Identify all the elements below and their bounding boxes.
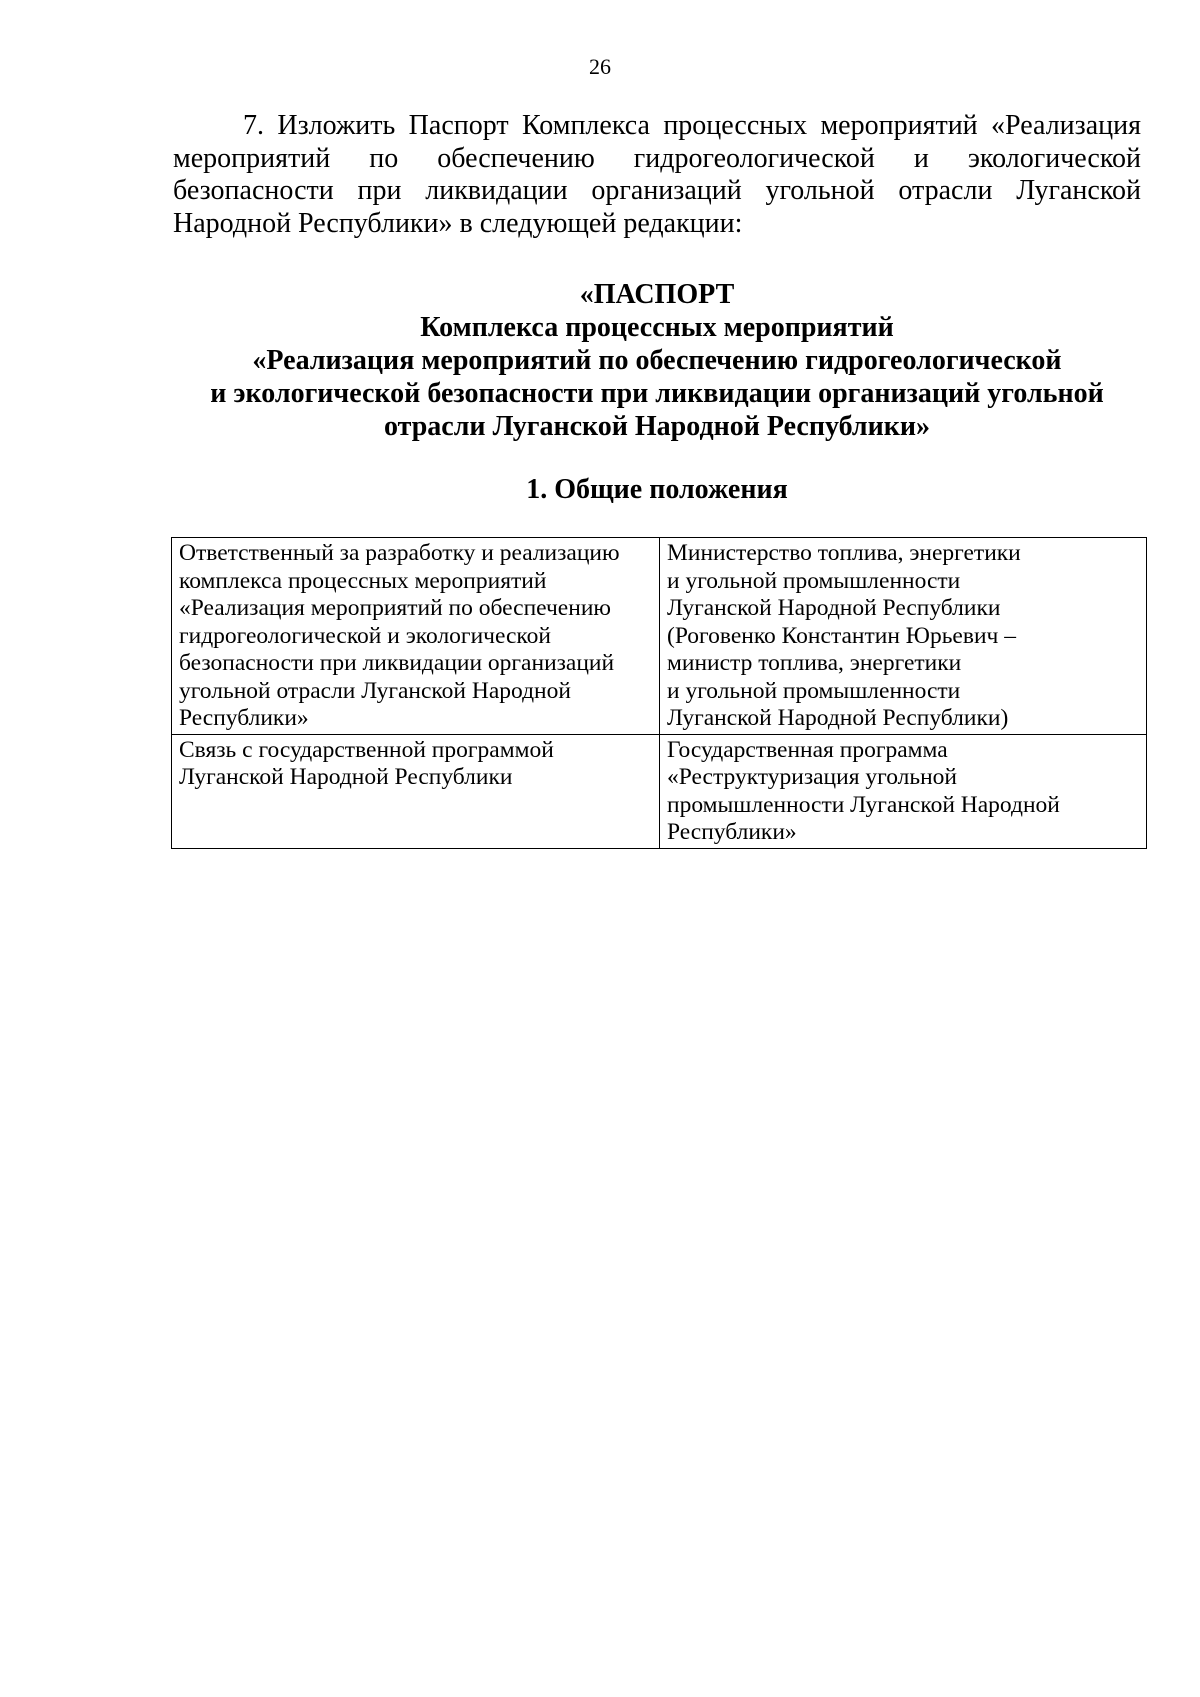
general-provisions-table xyxy=(171,537,1147,849)
cell-line: «Реструктуризация угольной xyxy=(667,764,957,790)
cell-line: Луганской Народной Республики xyxy=(179,764,513,790)
heading-line: и экологической безопасности при ликвидации организаций угольной xyxy=(210,378,1104,409)
cell-line: министр топлива, энергетики xyxy=(667,650,962,676)
cell-line: Связь с государственной программой xyxy=(179,736,554,763)
cell-line: (Роговенко Константин Юрьевич – xyxy=(667,622,1016,649)
cell-line: Республики» xyxy=(179,705,309,731)
table-cell-value xyxy=(660,734,1147,848)
cell-line: «Реализация мероприятий по обеспечению xyxy=(179,595,611,621)
table-row xyxy=(172,538,1147,735)
section-title: 1. Общие положения xyxy=(526,474,788,505)
cell-line: и угольной промышленности xyxy=(667,567,961,594)
heading-line: «ПАСПОРТ xyxy=(579,279,735,310)
heading-line: Комплекса процессных мероприятий xyxy=(420,312,894,343)
cell-line: угольной отрасли Луганской Народной xyxy=(179,677,571,704)
table-cell-label xyxy=(172,538,660,735)
passport-heading xyxy=(173,278,1141,443)
cell-line: Луганской Народной Республики) xyxy=(667,705,1009,731)
cell-line: Ответственный за разработку и реализацию xyxy=(179,540,620,566)
cell-line: гидрогеологической и экологической xyxy=(179,622,551,649)
table-row xyxy=(172,734,1147,848)
heading-line: «Реализация мероприятий по обеспечению гидрогеологической xyxy=(252,345,1062,376)
cell-line: Республики» xyxy=(667,819,797,845)
cell-line: и угольной промышленности xyxy=(667,677,961,704)
table-cell-value xyxy=(660,538,1147,735)
cell-line: комплекса процессных мероприятий xyxy=(179,567,547,594)
intro-paragraph: 7. Изложить Паспорт Комплекса процессных мероприятий «Реализация мероприятий по обеспечению гидрогеологической и экологической безопасности при ликвидации организаций угольной отрасли Луганской Народной Республики» в следующей редакции: xyxy=(173,110,1141,239)
cell-line: Государственная программа xyxy=(667,736,948,763)
cell-line: Министерство топлива, энергетики xyxy=(667,540,1021,566)
cell-line: Луганской Народной Республики xyxy=(667,595,1001,621)
heading-line: отрасли Луганской Народной Республики» xyxy=(384,411,930,442)
cell-line: промышленности Луганской Народной xyxy=(667,791,1060,818)
page-number: 26 xyxy=(589,54,611,79)
table-cell-label xyxy=(172,734,660,848)
cell-line: безопасности при ликвидации организаций xyxy=(179,650,615,676)
